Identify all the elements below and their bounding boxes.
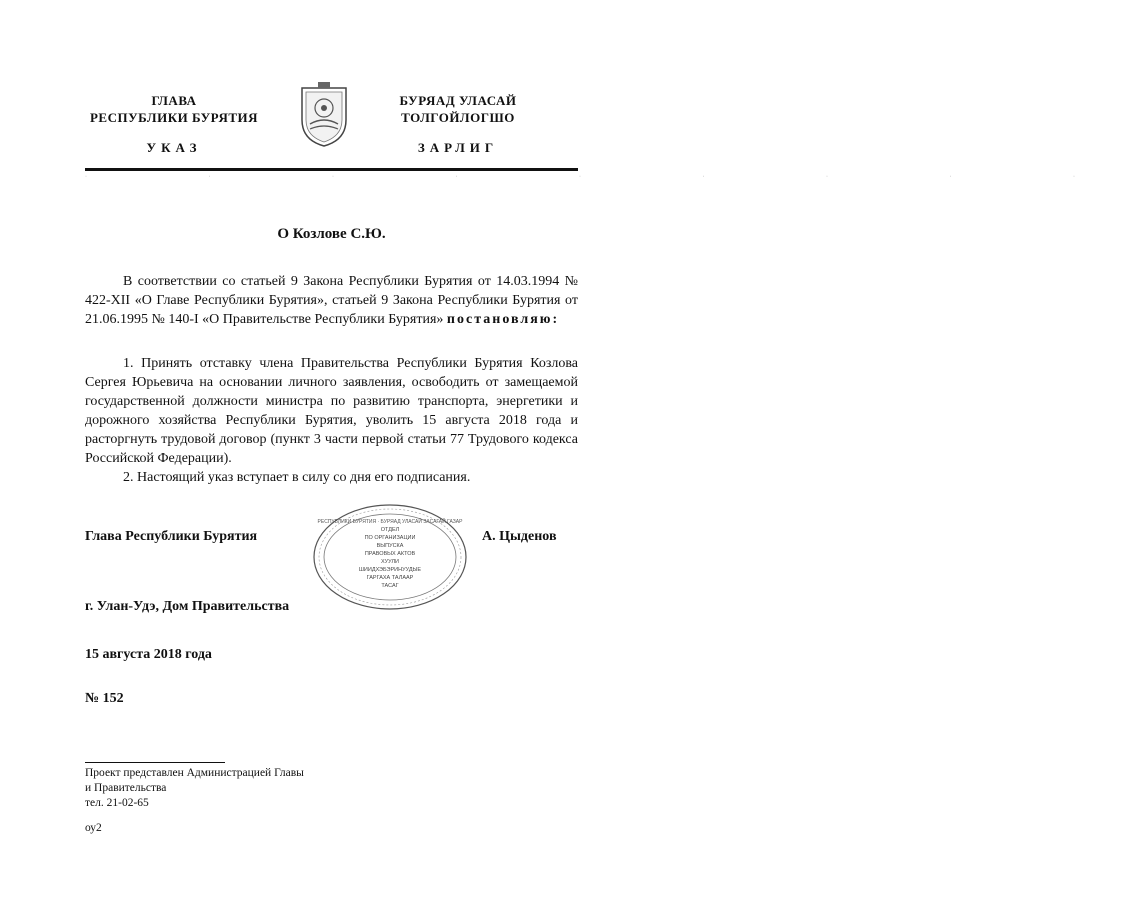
decree-number: № 152 xyxy=(85,691,124,706)
seal-line-5: ХУУЛИ xyxy=(380,559,400,565)
signatory-name: А. Цыденов xyxy=(482,529,557,544)
seal-line-6: ШИИДХЭБЭРИНУУДЫЕ xyxy=(358,567,422,573)
header-left xyxy=(76,92,272,126)
signatory-title: Глава Республики Бурятия xyxy=(85,529,258,544)
signing-place: г. Улан-Удэ, Дом Правительства xyxy=(85,599,290,614)
footer-divider xyxy=(85,762,225,763)
seal-line-1: ОТДЕЛ xyxy=(380,527,400,533)
clause-2: 2. Настоящий указ вступает в силу со дня его подписания. xyxy=(123,470,471,485)
preamble-paragraph xyxy=(85,272,578,329)
header-right-line2: ТОЛГОЙЛОГШО xyxy=(401,110,515,125)
footer-line-3: тел. 21-02-65 xyxy=(85,797,149,809)
official-seal-icon xyxy=(312,503,468,611)
clause-1: 1. Принять отставку члена Правительства Республики Бурятия Козлова Сергея Юрьевича на основании личного заявления, освободить от замещаемой государственной должности министра по развитию транспорта, энергетики и дорожного хозяйства Республики Бурятия, уволить 15 августа 2018 года и расторгнуть трудовой договор (пункт 3 части первой статьи 77 Трудового кодекса Российской Федерации). xyxy=(85,356,578,466)
footer-line-1: Проект представлен Администрацией Главы xyxy=(85,767,304,779)
dotted-divider: · · · · · · · · · xyxy=(85,174,1135,180)
footer-line-2: и Правительства xyxy=(85,782,167,794)
header-divider xyxy=(85,168,578,171)
document-title: О Козлове С.Ю. xyxy=(277,226,386,242)
seal-line-3: ВЫПУСКА xyxy=(376,543,404,549)
decree-label-left: УКАЗ xyxy=(146,140,202,155)
seal-line-2: ПО ОРГАНИЗАЦИИ xyxy=(364,535,416,541)
seal-ring-text: РЕСПУБЛИКИ БУРЯТИЯ · БУРЯАД УЛАСАЙ ЗАСАГАЙ ГАЗАР xyxy=(317,519,463,525)
footer-note xyxy=(85,766,385,811)
resolve-phrase: постановляю: xyxy=(446,312,560,327)
seal-line-4: ПРАВОВЫХ АКТОВ xyxy=(364,551,416,557)
header-right xyxy=(376,92,540,126)
seal-line-7: ГАРГАХА ТАЛААР xyxy=(366,575,414,581)
signing-date: 15 августа 2018 года xyxy=(85,647,212,662)
header-right-line1: БУРЯАД УЛАСАЙ xyxy=(399,93,517,108)
document-code: оу2 xyxy=(85,822,102,834)
seal-line-8: ТАСАГ xyxy=(381,583,399,589)
coat-of-arms-icon xyxy=(296,80,352,148)
preamble-text: В соответствии со статьей 9 Закона Республики Бурятия от 14.03.1994 № 422-XII «О Главе Республики Бурятия», статьей 9 Закона Республики Бурятия от 21.06.1995 № 140-I «О Правительстве Республики Бурятия» xyxy=(85,274,578,327)
decree-label-right: ЗАРЛИГ xyxy=(417,140,499,155)
header-left-line1: ГЛАВА xyxy=(151,93,197,108)
header-left-line2: РЕСПУБЛИКИ БУРЯТИЯ xyxy=(89,110,259,125)
